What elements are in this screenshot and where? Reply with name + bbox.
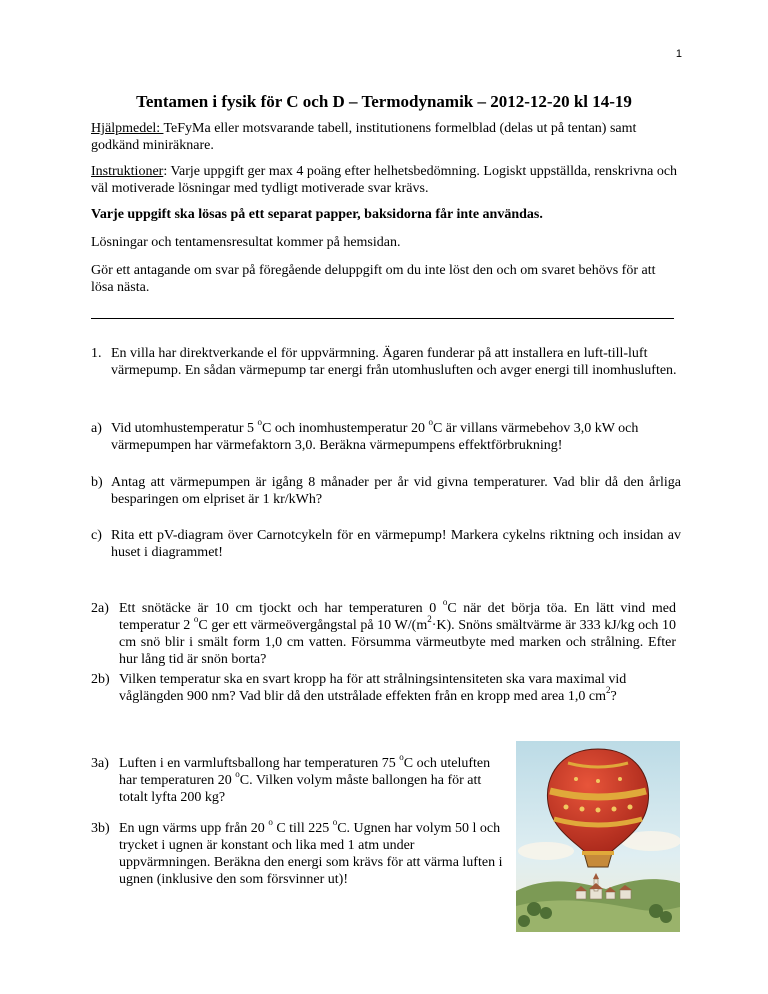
instruktioner-text: : Varje uppgift ger max 4 poäng efter helhetsbedömning. Logiskt uppställda, renskrivna och väl motiverade lösningar med tydligt motiverade svar krävs. [91, 164, 678, 196]
hjalpmedel-text: TeFyMa eller motsvarande tabell, institutionens formelblad (delas ut på tentan) samt godkänd miniräknare. [91, 121, 637, 153]
problem-3a-part: Luften i en varmluftsballong har temperaturen 75 [119, 756, 400, 771]
page-number: 1 [675, 48, 682, 60]
problem-2a-label: 2a) [91, 601, 109, 616]
problem-1c-text: Rita ett pV-diagram över Carnotcykeln för en värmepump! Markera cykelns riktning och insidan av huset i diagrammet! [111, 528, 681, 560]
problem-2b-label: 2b) [91, 672, 110, 687]
problem-2b-part: ? [610, 689, 617, 704]
problem-1c-label: c) [91, 528, 102, 543]
results-notice: Lösningar och tentamensresultat kommer på hemsidan. [91, 235, 401, 250]
problem-1b-label: b) [91, 475, 103, 490]
degree-sup: o [399, 752, 404, 763]
problem-1-text: En villa har direktverkande el för uppvärmning. Ägaren funderar på att installera en luft-till-luft värmepump. En sådan värmepump tar energi från utomhusluften och avger energi till inomhusluften. [111, 346, 677, 378]
instruktioner-label: Instruktioner [91, 164, 164, 179]
assumption-notice: Gör ett antagande om svar på föregående deluppgift om du inte löst den och om svaret behövs för att lösa nästa. [91, 263, 656, 295]
problem-2a-part: C ger ett värmeövergångstal på 10 W/(m [198, 618, 428, 633]
degree-sup: o [268, 817, 273, 828]
problem-1a-text [111, 417, 681, 454]
problem-3b-part: En ugn värms upp från 20 [119, 821, 269, 836]
balloon-gallery [584, 853, 612, 867]
problem-2b-part: Vilken temperatur ska en svart kropp ha för att strålningsintensiteten ska vara maximal vid våglängden 900 nm? Vad blir då den utstrålade effekten från en kropp med area 1,0 cm [119, 672, 627, 704]
separate-paper-notice: Varje uppgift ska lösas på ett separat papper, baksidorna får inte användas. [91, 207, 543, 222]
degree-sup: o [428, 417, 433, 428]
problem-3a-part: C. Vilken volym måste ballongen ha för att totalt lyfta 200 kg? [119, 773, 482, 805]
instruktioner-paragraph [91, 163, 681, 197]
exponent-sup: 2 [605, 685, 611, 696]
degree-sup: o [332, 817, 338, 828]
degree-sup: o [257, 417, 263, 428]
exam-title: Tentamen i fysik för C och D – Termodynamik – 2012-12-20 kl 14-19 [136, 92, 632, 111]
problem-2a-part: ·K). Snöns smältvärme är 333 kJ/kg och 10 cm snö blir i smält form 1,0 cm vatten. Försumma värmeutbyte med marken och strålning. Efter hur lång tid är snön borta? [119, 618, 676, 667]
problem-2a-part: Ett snötäcke är 10 cm tjockt och har temperaturen 0 [119, 601, 443, 616]
balloon-gallery-rim [582, 851, 614, 855]
problem-2b-text [119, 671, 676, 705]
problem-1-label: 1. [91, 346, 102, 361]
problem-2a-text [119, 597, 676, 668]
problem-1a-part: C är villans värmebehov 3,0 kW och värmepumpen har värmefaktorn 3,0. Beräkna värmepumpens effektförbrukning! [111, 421, 639, 453]
problem-1b-text: Antag att värmepumpen är igång 8 månader per år vid givna temperaturer. Vad blir då den årliga besparingen om elpriset är 1 kr/kWh? [111, 475, 681, 507]
problem-3a-text [119, 752, 504, 806]
cloud [518, 842, 574, 860]
problem-1a-label: a) [91, 421, 102, 436]
problem-1a-part: Vid utomhustemperatur 5 [111, 421, 258, 436]
exponent-sup: 2 [427, 614, 432, 625]
problem-3b-label: 3b) [91, 821, 110, 836]
problem-3b-part: C. Ugnen har volym 50 l och trycket i ugnen är konstant och lika med 1 atm under uppvärmningen. Beräkna den energi som krävs för att värma luften i ugnen (inklusive den som försvinner ut)! [119, 821, 503, 887]
degree-sup: o [193, 614, 199, 625]
problem-3b-part: C till 225 [272, 821, 333, 836]
problem-3a-part: C och uteluften har temperaturen 20 [119, 756, 491, 788]
hjalpmedel-label: Hjälpmedel: [91, 121, 164, 136]
problem-2a-part: C när det börja töa. En lätt vind med temperatur 2 [119, 601, 676, 633]
problem-3a-label: 3a) [91, 756, 109, 771]
degree-sup: o [235, 769, 240, 780]
degree-sup: o [442, 597, 448, 608]
problem-1a-part: C och inomhustemperatur 20 [262, 421, 429, 436]
hot-air-balloon-illustration [516, 741, 680, 932]
hjalpmedel-paragraph [91, 120, 681, 154]
divider-line [91, 318, 674, 319]
problem-3b-text [119, 817, 509, 888]
